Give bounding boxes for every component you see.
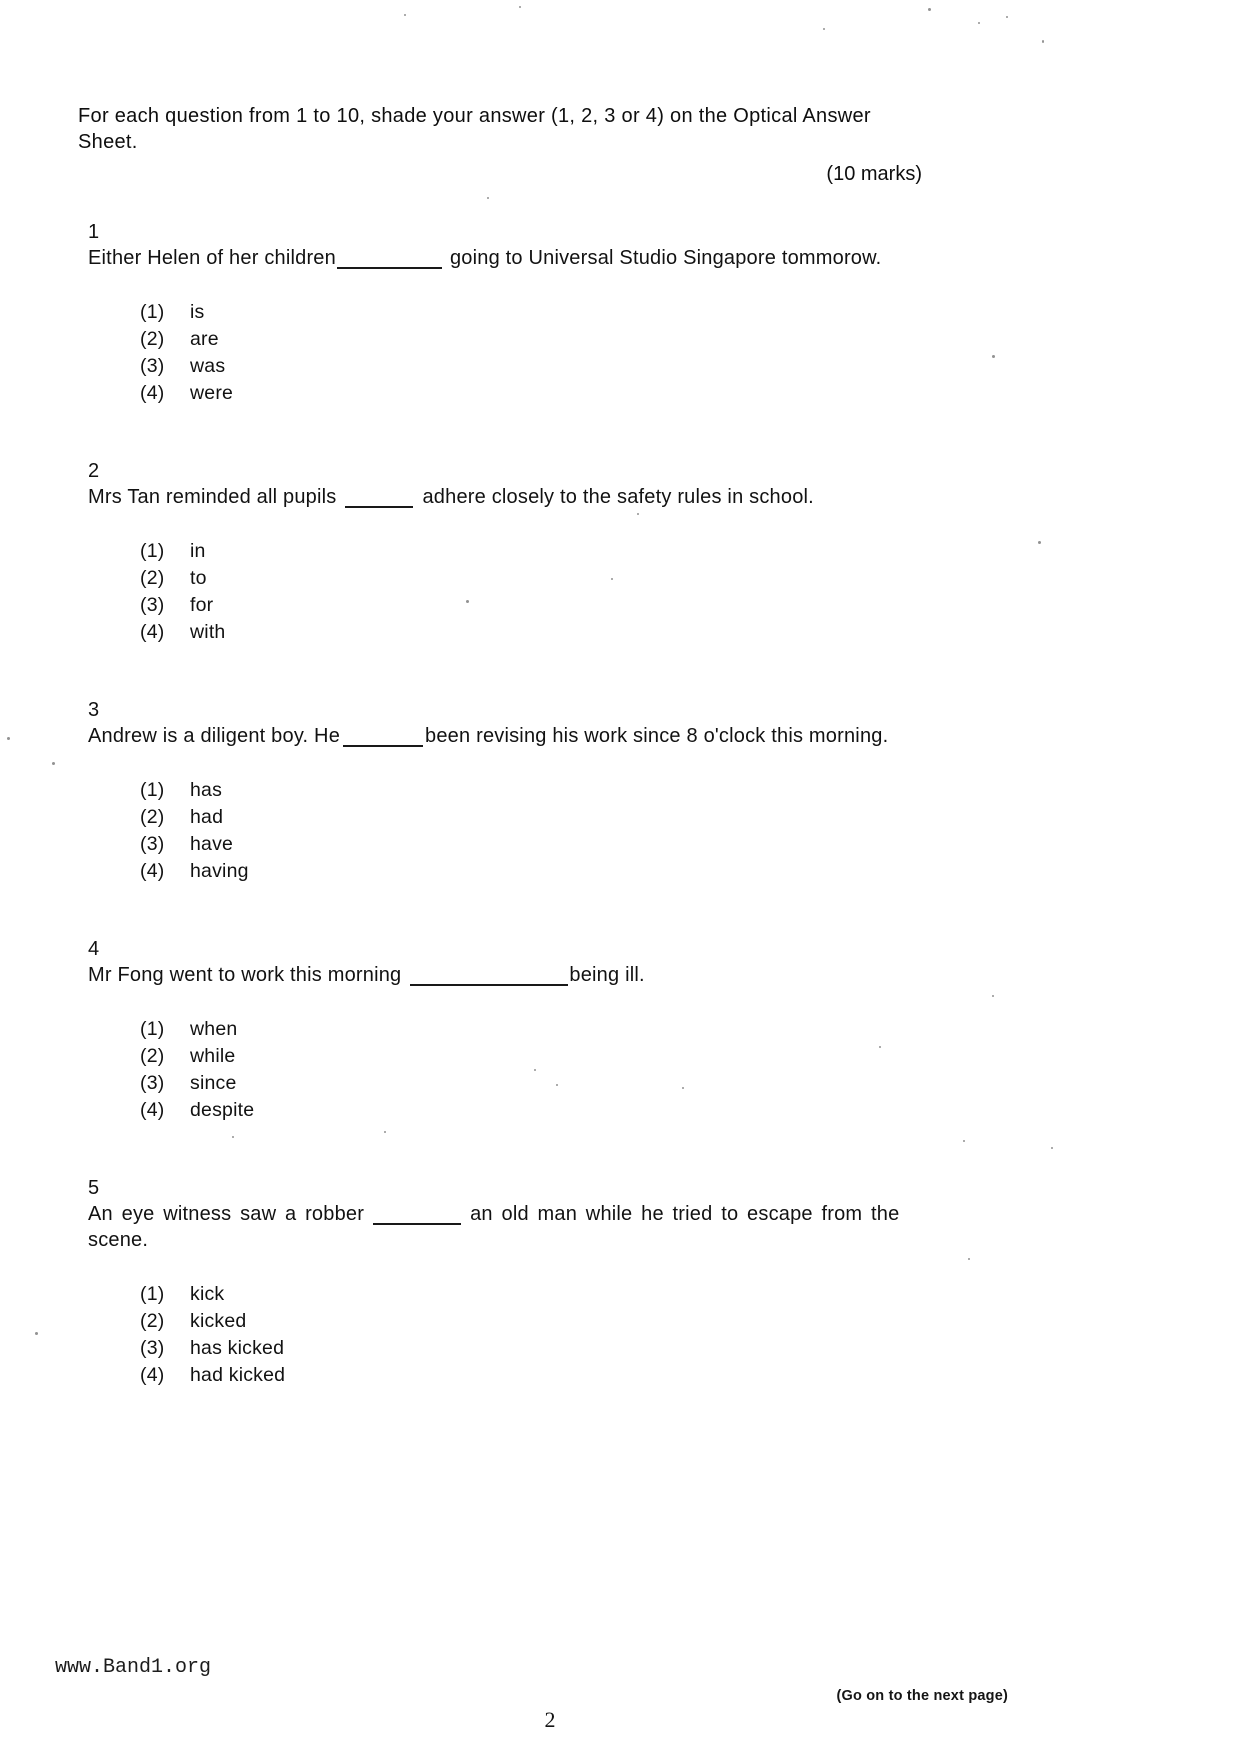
question-text-after: been revising his work since 8 o'clock this morning. (425, 725, 889, 747)
question-text-before: An eye witness saw a robber (88, 1203, 365, 1225)
question-number: 5 (88, 1177, 100, 1199)
option-number: (2) (140, 567, 165, 589)
option-number: (4) (140, 382, 165, 404)
option (140, 538, 922, 565)
question-text-before: Either Helen of her children (88, 247, 336, 269)
question-text (88, 723, 956, 749)
option (140, 804, 922, 831)
option-label: since (190, 1072, 237, 1094)
option (140, 1281, 922, 1308)
question-text-after: an old man while he tried to escape from the (470, 1203, 900, 1225)
option-label: had (190, 806, 224, 828)
option-number: (1) (140, 779, 165, 801)
scan-noise-dot (556, 1084, 558, 1086)
scan-noise-dot (519, 6, 521, 8)
question-text (88, 484, 956, 510)
question-number: 1 (88, 221, 100, 243)
scan-noise-dot (487, 197, 489, 199)
option-number: (1) (140, 1283, 165, 1305)
option (140, 1016, 922, 1043)
option-label: despite (190, 1099, 255, 1121)
option-number: (4) (140, 1099, 165, 1121)
option-number: (1) (140, 301, 165, 323)
option-number: (1) (140, 540, 165, 562)
scan-noise-dot (992, 355, 995, 358)
scan-noise-dot (968, 1258, 970, 1260)
option-number: (2) (140, 1310, 165, 1332)
question-text-after: being ill. (569, 964, 645, 986)
option-label: in (190, 540, 206, 562)
option-number: (4) (140, 621, 165, 643)
question-text-row (88, 219, 922, 271)
answer-blank (373, 1203, 461, 1225)
watermark-url: www.Band1.org (55, 1656, 212, 1679)
question-text-row (88, 936, 922, 988)
option-number: (3) (140, 833, 165, 855)
page-number: 2 (544, 1707, 556, 1732)
scan-noise-dot (7, 737, 10, 740)
options-list (88, 299, 922, 407)
option-label: is (190, 301, 205, 323)
question-text (88, 245, 956, 271)
option-label: for (190, 594, 214, 616)
scan-noise-dot (879, 1046, 881, 1048)
options-list (88, 777, 922, 885)
scan-noise-dot (384, 1131, 386, 1133)
options-list (88, 1016, 922, 1124)
scan-noise-dot (1051, 1147, 1053, 1149)
question-text-before: Andrew is a diligent boy. He (88, 725, 341, 747)
scan-noise-dot (963, 1140, 965, 1142)
question-text (88, 962, 956, 988)
scan-noise-dot (534, 1069, 536, 1071)
option-number: (2) (140, 806, 165, 828)
option-number: (3) (140, 355, 165, 377)
scan-noise-dot (611, 578, 613, 580)
option-label: when (190, 1018, 238, 1040)
section-instructions: For each question from 1 to 10, shade your answer (1, 2, 3 or 4) on the Optical Answer Sheet. (78, 105, 871, 153)
question-number: 3 (88, 699, 100, 721)
question-text-row (88, 697, 922, 749)
option (140, 1097, 922, 1124)
option-label: to (190, 567, 207, 589)
option (140, 1043, 922, 1070)
option-label: with (190, 621, 226, 643)
scan-noise-dot (978, 22, 980, 24)
scan-noise-dot (404, 14, 406, 16)
question-1 (88, 219, 922, 407)
options-list (88, 1281, 922, 1389)
option-number: (1) (140, 1018, 165, 1040)
option (140, 1308, 922, 1335)
option (140, 592, 922, 619)
question-text-before: Mrs Tan reminded all pupils (88, 486, 337, 508)
option-label: had kicked (190, 1364, 286, 1386)
scan-noise-dot (682, 1087, 684, 1089)
option (140, 777, 922, 804)
options-list (88, 538, 922, 646)
question-5 (88, 1175, 922, 1389)
scan-noise-dot (1006, 16, 1008, 18)
question-text-row (88, 458, 922, 510)
option (140, 1362, 922, 1389)
question-2 (88, 458, 922, 646)
option (140, 619, 922, 646)
scan-noise-dot (232, 1136, 234, 1138)
option (140, 326, 922, 353)
option-label: having (190, 860, 249, 882)
question-3 (88, 697, 922, 885)
option (140, 831, 922, 858)
option-label: has (190, 779, 223, 801)
option (140, 353, 922, 380)
option-label: are (190, 328, 219, 350)
question-text (88, 1201, 956, 1253)
question-4 (88, 936, 922, 1124)
option-label: has kicked (190, 1337, 285, 1359)
answer-blank (337, 247, 442, 269)
option (140, 380, 922, 407)
scan-noise-dot (928, 8, 931, 11)
option-label: kicked (190, 1310, 247, 1332)
option-number: (2) (140, 1045, 165, 1067)
scan-noise-dot (823, 28, 825, 30)
next-page-note: (Go on to the next page) (836, 1688, 1008, 1704)
question-text-line2: scene. (88, 1229, 149, 1251)
question-number: 4 (88, 938, 100, 960)
option-label: while (190, 1045, 236, 1067)
question-number: 2 (88, 460, 100, 482)
question-text-before: Mr Fong went to work this morning (88, 964, 402, 986)
question-text-after: adhere closely to the safety rules in school. (422, 486, 814, 508)
option (140, 1070, 922, 1097)
option (140, 858, 922, 885)
option-label: was (190, 355, 226, 377)
marks-label: (10 marks) (826, 163, 922, 185)
option-number: (2) (140, 328, 165, 350)
option-label: were (190, 382, 234, 404)
option (140, 299, 922, 326)
option (140, 565, 922, 592)
scan-noise-dot (1042, 40, 1044, 43)
answer-blank (345, 486, 413, 508)
option-number: (3) (140, 594, 165, 616)
scan-noise-dot (637, 513, 639, 515)
question-text-after: going to Universal Studio Singapore tommorow. (449, 247, 882, 269)
option-number: (4) (140, 1364, 165, 1386)
answer-blank (343, 725, 423, 747)
option-number: (3) (140, 1072, 165, 1094)
scan-noise-dot (52, 762, 55, 765)
scan-noise-dot (1038, 541, 1041, 544)
scan-noise-dot (35, 1332, 38, 1335)
option-number: (3) (140, 1337, 165, 1359)
option-label: kick (190, 1283, 225, 1305)
scan-noise-dot (466, 600, 469, 603)
option (140, 1335, 922, 1362)
question-text-row (88, 1175, 922, 1253)
answer-blank (410, 964, 568, 986)
option-label: have (190, 833, 234, 855)
scan-noise-dot (992, 995, 994, 997)
option-number: (4) (140, 860, 165, 882)
